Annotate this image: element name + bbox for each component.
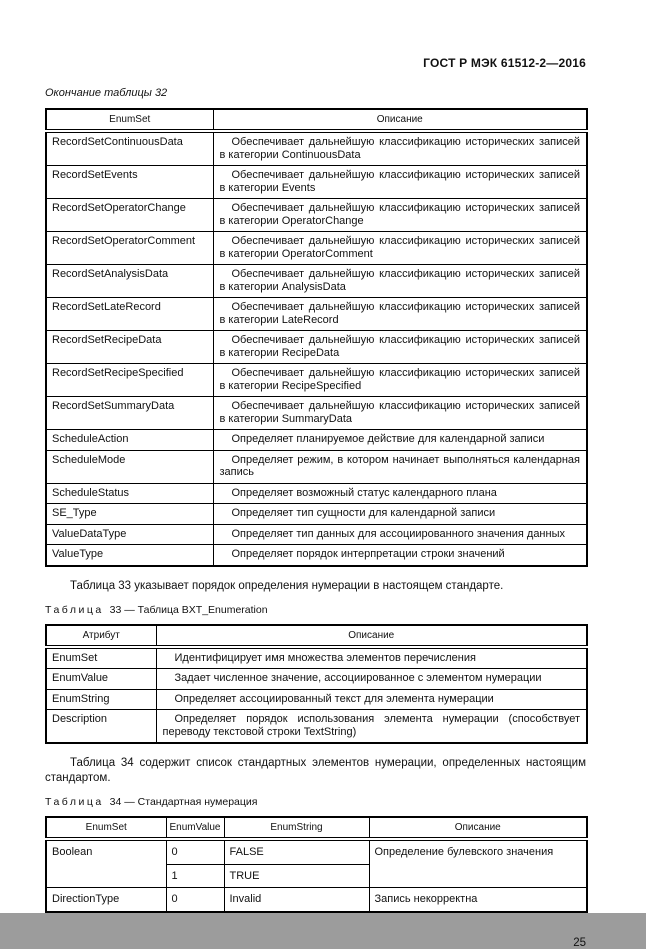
table-cell: Определяет режим, в котором начинает выполняться календарная запись bbox=[213, 450, 587, 483]
table-row bbox=[46, 524, 587, 545]
table-cell: ScheduleStatus bbox=[46, 483, 213, 504]
column-header: Описание bbox=[369, 817, 587, 839]
table-cell: Description bbox=[46, 710, 156, 744]
table-34-caption bbox=[45, 796, 586, 808]
table-cell: Invalid bbox=[224, 888, 369, 912]
table-row bbox=[46, 545, 587, 566]
caption-text: 33 — Таблица BXT_Enumeration bbox=[109, 603, 268, 616]
table-cell: ValueType bbox=[46, 545, 213, 566]
table-row bbox=[46, 430, 587, 451]
table-row bbox=[46, 298, 587, 331]
paragraph-table-33-intro: Таблица 33 указывает порядок определения нумерации в настоящем стандарте. bbox=[70, 579, 504, 592]
table-cell: Boolean bbox=[46, 839, 166, 888]
table-header-row bbox=[46, 817, 587, 839]
table-cell: Определяет возможный статус календарного плана bbox=[213, 483, 587, 504]
table-cell: Обеспечивает дальнейшую классификацию исторических записей в категории Events bbox=[213, 166, 587, 199]
table-cell: SE_Type bbox=[46, 504, 213, 525]
table-cell: Определяет планируемое действие для календарной записи bbox=[213, 430, 587, 451]
table-cell: 0 bbox=[166, 839, 224, 864]
column-header: Описание bbox=[213, 109, 587, 131]
table-cell: RecordSetLateRecord bbox=[46, 298, 213, 331]
table-cell: Обеспечивает дальнейшую классификацию исторических записей в категории AnalysisData bbox=[213, 265, 587, 298]
table-cell: DirectionType bbox=[46, 888, 166, 912]
table-row bbox=[46, 888, 587, 912]
column-header: EnumValue bbox=[166, 817, 224, 839]
table-cell: Идентифицирует имя множества элементов перечисления bbox=[156, 647, 587, 669]
table-33-caption bbox=[45, 604, 586, 616]
table-cell: Обеспечивает дальнейшую классификацию исторических записей в категории OperatorComment bbox=[213, 232, 587, 265]
table-cell: RecordSetAnalysisData bbox=[46, 265, 213, 298]
table-cell: 0 bbox=[166, 888, 224, 912]
column-header: Атрибут bbox=[46, 625, 156, 647]
table-cell: Определяет порядок интерпретации строки значений bbox=[213, 545, 587, 566]
table-row bbox=[46, 450, 587, 483]
paragraph-table-34-intro: Таблица 34 содержит список стандартных элементов нумерации, определенных настоящим стандартом. bbox=[45, 757, 586, 784]
table-cell: Обеспечивает дальнейшую классификацию исторических записей в категории RecipeSpecified bbox=[213, 364, 587, 397]
table-cell: Обеспечивает дальнейшую классификацию исторических записей в категории RecipeData bbox=[213, 331, 587, 364]
column-header: EnumString bbox=[224, 817, 369, 839]
table-cell: Определяет ассоциированный текст для элемента нумерации bbox=[156, 689, 587, 710]
caption-word: Таблица bbox=[45, 603, 104, 616]
table-row bbox=[46, 710, 587, 744]
table-cell: Определяет порядок использования элемента нумерации (способствует переводу текстовой строки TextString) bbox=[156, 710, 587, 744]
table-cell: Задает численное значение, ассоциированное с элементом нумерации bbox=[156, 669, 587, 690]
column-header: Описание bbox=[156, 625, 587, 647]
table-cell: Определяет тип данных для ассоциированного значения данных bbox=[213, 524, 587, 545]
table-cell: Определяет тип сущности для календарной записи bbox=[213, 504, 587, 525]
table-cell: RecordSetContinuousData bbox=[46, 131, 213, 166]
table-cell: Обеспечивает дальнейшую классификацию исторических записей в категории SummaryData bbox=[213, 397, 587, 430]
table-cell: EnumString bbox=[46, 689, 156, 710]
table-row bbox=[46, 504, 587, 525]
table-row bbox=[46, 397, 587, 430]
table-cell: Обеспечивает дальнейшую классификацию исторических записей в категории OperatorChange bbox=[213, 199, 587, 232]
table-cell: ScheduleMode bbox=[46, 450, 213, 483]
column-header: EnumSet bbox=[46, 817, 166, 839]
table-row bbox=[46, 331, 587, 364]
table-cell: EnumSet bbox=[46, 647, 156, 669]
table-cell: RecordSetOperatorComment bbox=[46, 232, 213, 265]
table-header-row bbox=[46, 625, 587, 647]
table-cell: RecordSetSummaryData bbox=[46, 397, 213, 430]
table-row bbox=[46, 199, 587, 232]
table-cell: Определение булевского значения bbox=[369, 839, 587, 888]
table-row bbox=[46, 839, 587, 864]
table-row bbox=[46, 232, 587, 265]
table-cell: Обеспечивает дальнейшую классификацию исторических записей в категории LateRecord bbox=[213, 298, 587, 331]
caption-word: Таблица bbox=[45, 796, 104, 808]
table-cell: ValueDataType bbox=[46, 524, 213, 545]
table-row bbox=[46, 131, 587, 166]
table-row bbox=[46, 647, 587, 669]
table-cell: RecordSetOperatorChange bbox=[46, 199, 213, 232]
table-row bbox=[46, 483, 587, 504]
table-cell: Обеспечивает дальнейшую классификацию исторических записей в категории ContinuousData bbox=[213, 131, 587, 166]
table-32 bbox=[45, 108, 588, 567]
table-cell: TRUE bbox=[224, 864, 369, 888]
table-header-row bbox=[46, 109, 587, 131]
table-cell: ScheduleAction bbox=[46, 430, 213, 451]
table-cell: RecordSetRecipeSpecified bbox=[46, 364, 213, 397]
table-row bbox=[46, 166, 587, 199]
table-row bbox=[46, 669, 587, 690]
table-34 bbox=[45, 816, 588, 913]
table-cell: FALSE bbox=[224, 839, 369, 864]
page-number: 25 bbox=[573, 936, 586, 949]
table-cell: Запись некорректна bbox=[369, 888, 587, 912]
table-row bbox=[46, 265, 587, 298]
caption-text: 34 — Стандартная нумерация bbox=[109, 796, 258, 808]
table-cell: EnumValue bbox=[46, 669, 156, 690]
table-cell: RecordSetEvents bbox=[46, 166, 213, 199]
table-33 bbox=[45, 624, 588, 745]
table-32-continuation-label: Окончание таблицы 32 bbox=[45, 87, 168, 99]
standard-designation: ГОСТ Р МЭК 61512-2—2016 bbox=[423, 56, 586, 70]
table-cell: 1 bbox=[166, 864, 224, 888]
column-header: EnumSet bbox=[46, 109, 213, 131]
table-row bbox=[46, 689, 587, 710]
table-row bbox=[46, 364, 587, 397]
table-cell: RecordSetRecipeData bbox=[46, 331, 213, 364]
